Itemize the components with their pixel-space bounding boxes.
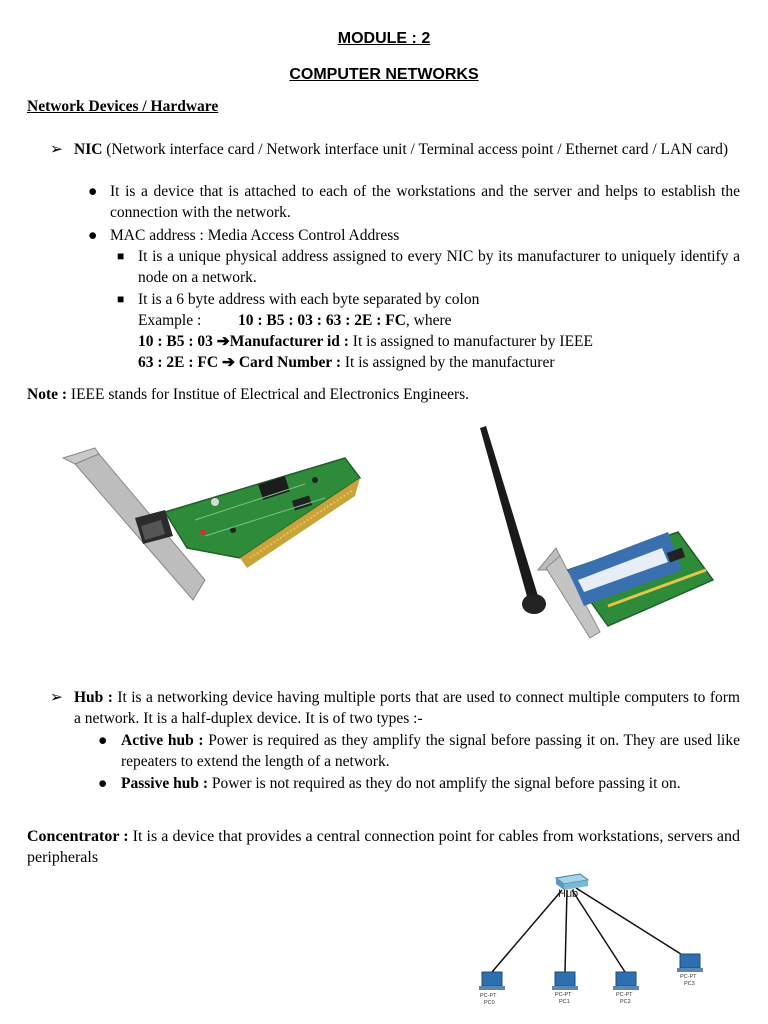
pc2-icon — [613, 972, 639, 990]
note — [27, 384, 469, 405]
square-bullet-icon: ■ — [117, 249, 125, 263]
wired-nic-image — [55, 440, 370, 605]
arrow-right-icon: ➔ — [216, 333, 230, 350]
mac-sub-2 — [138, 289, 740, 373]
mfr-text: It is assigned to manufacturer by IEEE — [348, 333, 593, 350]
mfr-prefix: 10 : B5 : 03 — [138, 333, 217, 350]
manufacturer-line — [138, 331, 740, 352]
concentrator — [27, 826, 740, 868]
card-prefix: 63 : 2E : FC — [138, 354, 222, 371]
bullet-icon: ● — [88, 227, 98, 244]
arrow-bullet-icon: ➢ — [50, 689, 63, 706]
pc0-name: PC0 — [484, 1000, 495, 1006]
mac-sub-2-text: It is a 6 byte address with each byte separated by colon — [138, 291, 480, 308]
bullet-icon: ● — [88, 183, 98, 200]
nic-bullet-1: It is a device that is attached to each of the workstations and the server and helps to establish the connection with the network. — [110, 183, 740, 221]
card-text: It is assigned by the manufacturer — [341, 354, 555, 371]
square-bullet-icon: ■ — [117, 292, 125, 306]
example-value: 10 : B5 : 03 : 63 : 2E : FC — [238, 312, 406, 329]
mfr-label: Manufacturer id : — [229, 333, 349, 350]
nic-item — [74, 139, 740, 160]
pc2-type: PC-PT — [616, 992, 633, 998]
link-pc1 — [565, 890, 567, 972]
hub-diagram-label: Hub — [558, 888, 579, 900]
passive-hub-text: Power is not required as they do not amplify the signal before passing it on. — [208, 775, 681, 792]
hub-desc: It is a networking device having multiple ports that are used to connect multiple computers to form a network. It is a half-duplex device. It is of two types :- — [74, 689, 740, 727]
pc1-type: PC-PT — [555, 992, 572, 998]
pc3-name: PC3 — [684, 981, 695, 987]
active-hub-label: Active hub : — [121, 732, 204, 749]
passive-hub-label: Passive hub : — [121, 775, 208, 792]
arrow-right-icon: ➔ — [221, 354, 239, 371]
link-pc0 — [492, 890, 562, 972]
passive-hub — [121, 773, 740, 794]
card-number-line — [138, 352, 740, 373]
active-hub-text: Power is required as they amplify the signal before passing it on. They are used like repeaters to extend the length of a network. — [121, 732, 740, 770]
mac-example — [138, 310, 740, 331]
module-title: MODULE : 2 — [337, 30, 431, 47]
nic-term: NIC — [74, 141, 103, 158]
card-label: Card Number : — [238, 354, 342, 371]
note-label: Note : — [27, 386, 68, 403]
bullet-icon: ● — [98, 732, 108, 749]
mac-sub-1: It is a unique physical address assigned to every NIC by its manufacturer to uniquely identify a node on a network. — [138, 248, 740, 286]
pc3-icon — [677, 954, 703, 972]
pc0-icon — [479, 972, 505, 990]
active-hub — [121, 730, 740, 772]
hub-term: Hub : — [74, 689, 113, 706]
hub-item — [74, 687, 740, 729]
nic-desc: (Network interface card / Network interface unit / Terminal access point / Ethernet card / LAN card) — [106, 141, 729, 158]
concentrator-label: Concentrator : — [27, 828, 129, 845]
pc3-type: PC-PT — [680, 974, 697, 980]
hub-network-diagram — [470, 866, 740, 1016]
pc0-type: PC-PT — [480, 993, 497, 999]
wireless-nic-image — [468, 420, 718, 645]
nic-bullet-2: MAC address : Media Access Control Address — [110, 227, 400, 244]
arrow-bullet-icon: ➢ — [50, 141, 63, 158]
section-heading: Network Devices / Hardware — [27, 98, 219, 115]
note-text: IEEE stands for Institue of Electrical and Electronics Engineers. — [67, 386, 470, 403]
pc2-name: PC2 — [620, 999, 631, 1005]
subject-title: COMPUTER NETWORKS — [289, 66, 479, 83]
diagram-links — [492, 888, 684, 972]
concentrator-text: It is a device that provides a central connection point for cables from workstations, servers and peripherals — [27, 828, 740, 866]
example-label: Example : — [138, 312, 202, 329]
example-suffix: , where — [405, 312, 452, 329]
bullet-icon: ● — [98, 775, 108, 792]
pc1-icon — [552, 972, 578, 990]
pc1-name: PC1 — [559, 999, 570, 1005]
